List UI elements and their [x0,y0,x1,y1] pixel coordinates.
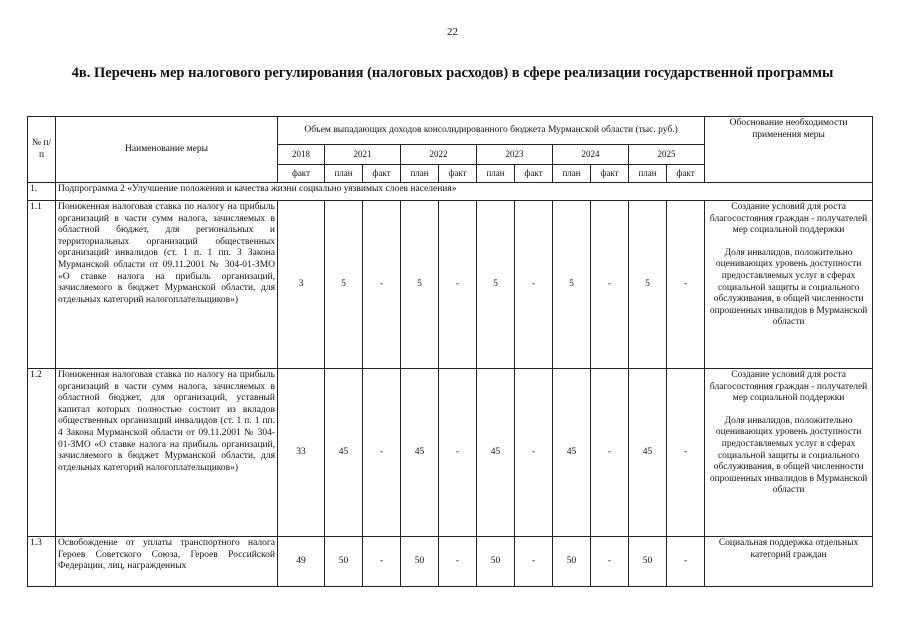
value-cell: 49 [278,537,325,587]
page-number: 22 [447,26,458,38]
header-year-2025: 2025 [629,145,705,165]
header-revenue-volume: Объем выпадающих доходов консолидированного бюджета Мурманской области (тыс. руб.) [278,117,705,145]
value-cell: - [363,537,401,587]
value-cell: 5 [401,201,439,369]
row-no: 1.1 [28,201,56,369]
subprogram-no: 1. [28,183,56,201]
value-cell: 50 [325,537,363,587]
value-cell: 5 [325,201,363,369]
header-fact-2022: факт [439,165,477,183]
value-cell: - [363,369,401,537]
measure-name-cell: Освобождение от уплаты транспортного налога Героев Советского Союза, Героев Российской Федерации, лиц, награжденных [56,537,278,587]
header-plan-2021: план [325,165,363,183]
header-plan-2024: план [553,165,591,183]
value-cell: 33 [278,369,325,537]
value-cell: - [591,369,629,537]
value-cell: 50 [477,537,515,587]
justification-goal: Социальная поддержка отдельных категорий граждан [718,538,859,560]
value-cell: - [667,537,705,587]
value-cell: 45 [325,369,363,537]
header-year-2024: 2024 [553,145,629,165]
value-cell: - [515,369,553,537]
header-year-2023: 2023 [477,145,553,165]
value-cell: - [667,201,705,369]
justification-indicator: Доля инвалидов, положительно оценивающих уровень доступности предоставляемых услуг в сферах социальной защиты и социального обслуживания, в общей численности опрошенных инвалидов в Мурманской области [709,247,868,328]
table-header [28,117,873,183]
header-plan-2025: план [629,165,667,183]
table-row [28,201,873,369]
table-row [28,537,873,587]
row-no: 1.2 [28,369,56,537]
header-fact-2024: факт [591,165,629,183]
value-cell: - [439,201,477,369]
measure-name-cell: Пониженная налоговая ставка по налогу на прибыль организаций в части сумм налога, зачисляемых в областной бюджет, для организаций, уставный капитал которых полностью состоит из вкладов общественных организаций инвалидов (ст. 1 п. 1 пп. 4 Закона Мурманской области от 09.11.2001 № 304-01-ЗМО «О ставке налога на прибыль организаций, зачисляемого в бюджет Мурманской области, для отдельных категорий налогоплательщиков») [56,369,278,537]
value-cell: 50 [401,537,439,587]
value-cell: - [515,537,553,587]
header-justification: Обоснование необходимости применения меры [705,117,873,183]
value-cell: 5 [477,201,515,369]
page-title: 4в. Перечень мер налогового регулирования (налоговых расходов) в сфере реализации государственной программы [71,65,834,81]
measure-name-cell: Пониженная налоговая ставка по налогу на прибыль организаций в части сумм налога, зачисляемых в областной бюджет, для региональных и территориальных организаций общественных организаций инвалидов (ст. 1 п. 1 пп. 3 Закона Мурманской области от 09.11.2001 № 304-01-ЗМО «О ставке налога на прибыль организаций, зачисляемого в бюджет Мурманской области, для отдельных категорий налогоплательщиков») [56,201,278,369]
justification-goal: Создание условий для роста благосостояния граждан - получателей мер социальной поддержки [709,370,868,404]
value-cell: - [439,537,477,587]
header-plan-2022: план [401,165,439,183]
header-year-2018: 2018 [278,145,325,165]
tax-measures-table [27,116,873,587]
value-cell: - [363,201,401,369]
value-cell: 50 [629,537,667,587]
justification-cell [705,537,873,587]
justification-indicator: Доля инвалидов, положительно оценивающих уровень доступности предоставляемых услуг в сферах социальной защиты и социального обслуживания, в общей численности опрошенных инвалидов в Мурманской области [709,415,868,496]
header-fact-2025: факт [667,165,705,183]
value-cell: - [591,537,629,587]
subprogram-row [28,183,873,201]
row-no: 1.3 [28,537,56,587]
value-cell: - [667,369,705,537]
header-no: № п/п [28,117,56,183]
value-cell: 45 [553,369,591,537]
value-cell: - [439,369,477,537]
value-cell: 45 [401,369,439,537]
header-fact-2021: факт [363,165,401,183]
header-plan-2023: план [477,165,515,183]
value-cell: 5 [553,201,591,369]
value-cell: 3 [278,201,325,369]
table-row [28,369,873,537]
subprogram-title: Подпрограмма 2 «Улучшение положения и качества жизни социально уязвимых слоев населения» [56,183,873,201]
value-cell: 5 [629,201,667,369]
value-cell: - [591,201,629,369]
value-cell: - [515,201,553,369]
value-cell: 50 [553,537,591,587]
header-year-2021: 2021 [325,145,401,165]
justification-cell [705,201,873,369]
header-year-2022: 2022 [401,145,477,165]
justification-cell [705,369,873,537]
justification-goal: Создание условий для роста благосостояния граждан - получателей мер социальной поддержки [709,202,868,236]
header-measure-name: Наименование меры [56,117,278,183]
header-fact-2023: факт [515,165,553,183]
value-cell: 45 [477,369,515,537]
header-fact-2018: факт [278,165,325,183]
value-cell: 45 [629,369,667,537]
